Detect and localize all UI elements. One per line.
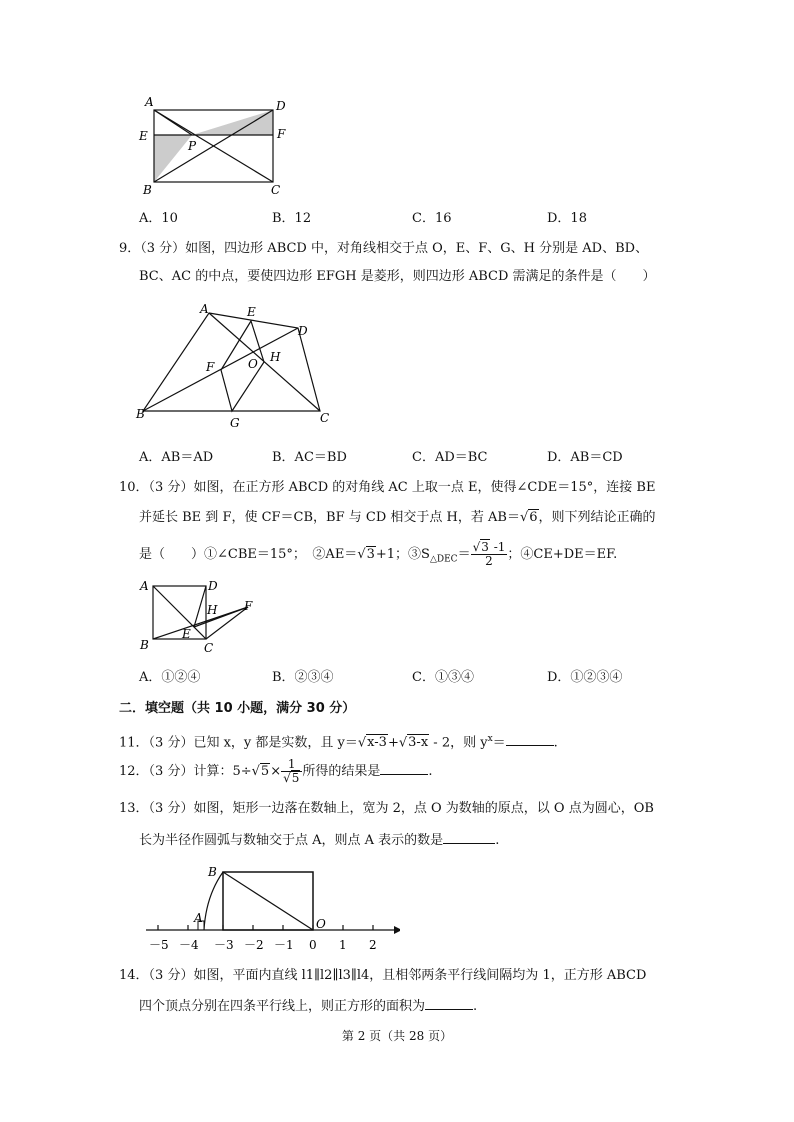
q12-text: 12．（3 分）计算：5÷√5× $\frac{1}{√5}$ 所得的结果是 . <box>119 757 433 785</box>
q9-label-D: D <box>298 324 308 338</box>
q13-tick-neg5: －5 <box>149 938 169 952</box>
q10-option-c[interactable]: C．①③④ <box>412 670 474 685</box>
q13-line2-text: 长为半径作圆弧与数轴交于点 A，则点 A 表示的数是 <box>139 833 444 848</box>
q10-frac-den: 2 <box>485 554 493 568</box>
q12-answer-blank[interactable] <box>380 762 428 775</box>
q8-label-P: P <box>188 139 197 153</box>
q10-sqrt-6: 6 <box>529 510 538 525</box>
q12-times: × <box>270 764 282 779</box>
q13-tick-1: 1 <box>339 938 347 952</box>
q8-figure <box>135 94 295 200</box>
q13-label-O: O <box>316 917 326 931</box>
q10-text-line1: 10．（3 分）如图，在正方形 ABCD 的对角线 AC 上取一点 E，使得∠CDE＝15°，连接 BE <box>119 480 656 495</box>
q9-label-A: A <box>200 302 209 316</box>
q14-text-line2 <box>139 997 477 1017</box>
q8-label-A: A <box>145 95 154 109</box>
q8-option-b[interactable]: B．12 <box>272 211 312 226</box>
q13-tick-neg2: －2 <box>244 938 264 952</box>
q11-root2: 3-x <box>408 735 429 751</box>
q12-fraction: $\frac{1}{√5}$ <box>281 758 302 785</box>
q9-label-O: O <box>248 357 258 371</box>
q10-label-A: A <box>140 579 149 593</box>
q10-figure <box>134 577 264 657</box>
q14-text-line1: 14．（3 分）如图，平面内直线 l1∥l2∥l3∥l4，且相邻两条平行线间隔均为 1，正方形 ABCD <box>119 968 647 983</box>
q11-plus: + <box>387 735 399 751</box>
q8-option-c[interactable]: C．16 <box>412 211 452 226</box>
q8-option-a[interactable]: A．10 <box>139 211 178 226</box>
q12-frac-den-root: 5 <box>291 771 300 785</box>
q8-label-C: C <box>271 183 281 197</box>
q10-line3-a: 是（ ）①∠CBE＝15°； ②AE＝ <box>139 547 358 562</box>
q13-text-line1: 13．（3 分）如图，矩形一边落在数轴上，宽为 2，点 O 为数轴的原点，以 O 点为圆心，OB <box>119 801 654 816</box>
q13-tick-neg3: －3 <box>214 938 234 952</box>
q11-sup: x <box>487 734 493 744</box>
q13-end: . <box>495 833 500 848</box>
q8-label-F: F <box>277 127 286 141</box>
q14-answer-blank[interactable] <box>425 997 473 1010</box>
q11-end: . <box>553 735 558 751</box>
q10-label-E: E <box>182 627 191 641</box>
q10-option-b[interactable]: B．②③④ <box>272 670 334 685</box>
q8-label-E: E <box>139 129 148 143</box>
q14-line2-text: 四个顶点分别在四条平行线上，则正方形的面积为 <box>139 999 426 1014</box>
q10-fraction: $\frac{√3 -1}{2}$ <box>472 540 506 568</box>
q11-text: 11．（3 分）已知 x，y 都是实数，且 y＝√x-3+√3-x - 2，则 $y^x=$ . <box>119 734 558 751</box>
q13-label-A: A <box>194 911 203 925</box>
q8-label-D: D <box>276 99 286 113</box>
q10-line2-a: 并延长 BE 到 F，使 CF＝CB，BF 与 CD 相交于点 H，若 AB＝ <box>139 510 520 525</box>
q10-line3-c: ＝ <box>457 547 471 562</box>
q9-label-E: E <box>247 305 256 319</box>
q12-text-a: 12．（3 分）计算：5÷ <box>119 764 252 779</box>
q11-answer-blank[interactable] <box>506 733 554 746</box>
q11-text-c: ＝ <box>492 735 506 751</box>
q10-line3-d: ；④CE+DE＝EF. <box>507 547 618 562</box>
q10-option-d[interactable]: D．①②③④ <box>547 670 623 685</box>
q10-frac-num-root: 3 <box>481 540 489 554</box>
q10-label-C: C <box>204 641 214 655</box>
q10-text-line2: 并延长 BE 到 F，使 CF＝CB，BF 与 CD 相交于点 H，若 AB＝√6，则下列结论正确的 <box>139 510 656 525</box>
q8-label-B: B <box>143 183 152 197</box>
q10-text-line3: 是（ ）①∠CBE＝15°； ②AE＝√3+1；$③S_{\triangle DEC}=$ $\frac{√3 -1}{2}$ ；④CE+DE＝EF. <box>139 540 618 568</box>
q10-line3-sub: △DEC <box>429 554 458 565</box>
q12-root: 5 <box>260 764 270 779</box>
q9-label-C: C <box>320 411 330 425</box>
q13-tick-2: 2 <box>369 938 377 952</box>
q10-label-H: H <box>207 603 218 617</box>
q14-end: . <box>473 999 478 1014</box>
q10-sqrt-3: 3 <box>366 547 375 562</box>
section2-title: 二．填空题（共 10 小题，满分 30 分） <box>119 701 356 716</box>
q10-frac-num-rest: -1 <box>489 540 506 554</box>
q12-end: . <box>428 764 433 779</box>
q13-tick-neg4: －4 <box>179 938 199 952</box>
q9-figure <box>130 300 340 432</box>
q10-line3-b: +1；③S <box>375 547 430 562</box>
q9-label-H: H <box>270 350 281 364</box>
q10-option-a[interactable]: A．①②④ <box>139 670 201 685</box>
q9-label-G: G <box>230 416 240 430</box>
q12-frac-num: 1 <box>281 758 302 772</box>
q9-label-F: F <box>206 360 215 374</box>
q13-answer-blank[interactable] <box>443 831 495 844</box>
page-footer: 第 2 页（共 28 页） <box>341 1029 453 1043</box>
q10-label-B: B <box>140 638 149 652</box>
q9-option-d[interactable]: D．AB＝CD <box>547 450 623 465</box>
q10-label-D: D <box>208 579 218 593</box>
q9-option-a[interactable]: A．AB＝AD <box>139 450 214 465</box>
q13-tick-0: 0 <box>309 938 317 952</box>
q13-tick-neg1: －1 <box>274 938 294 952</box>
q9-label-B: B <box>136 407 145 421</box>
q9-text-line1: 9．（3 分）如图，四边形 ABCD 中，对角线相交于点 O，E、F、G、H 分别是 AD、BD、 <box>119 241 649 256</box>
q13-figure <box>140 858 400 958</box>
q8-option-d[interactable]: D．18 <box>547 211 587 226</box>
q10-label-F: F <box>244 599 253 613</box>
q11-root1: x-3 <box>367 735 387 751</box>
q11-text-a: 11．（3 分）已知 x，y 都是实数，且 y＝ <box>119 735 358 751</box>
q9-option-c[interactable]: C．AD＝BC <box>412 450 488 465</box>
q13-label-B: B <box>208 865 217 879</box>
q9-option-b[interactable]: B．AC＝BD <box>272 450 347 465</box>
q10-line2-b: ，则下列结论正确的 <box>538 510 656 525</box>
q12-text-b: 所得的结果是 <box>302 764 381 779</box>
q11-text-b: - 2，则 y <box>429 735 488 751</box>
q9-text-line2: BC、AC 的中点，要使四边形 EFGH 是菱形，则四边形 ABCD 需满足的条件是（ ） <box>139 269 656 284</box>
q13-text-line2 <box>139 831 499 851</box>
